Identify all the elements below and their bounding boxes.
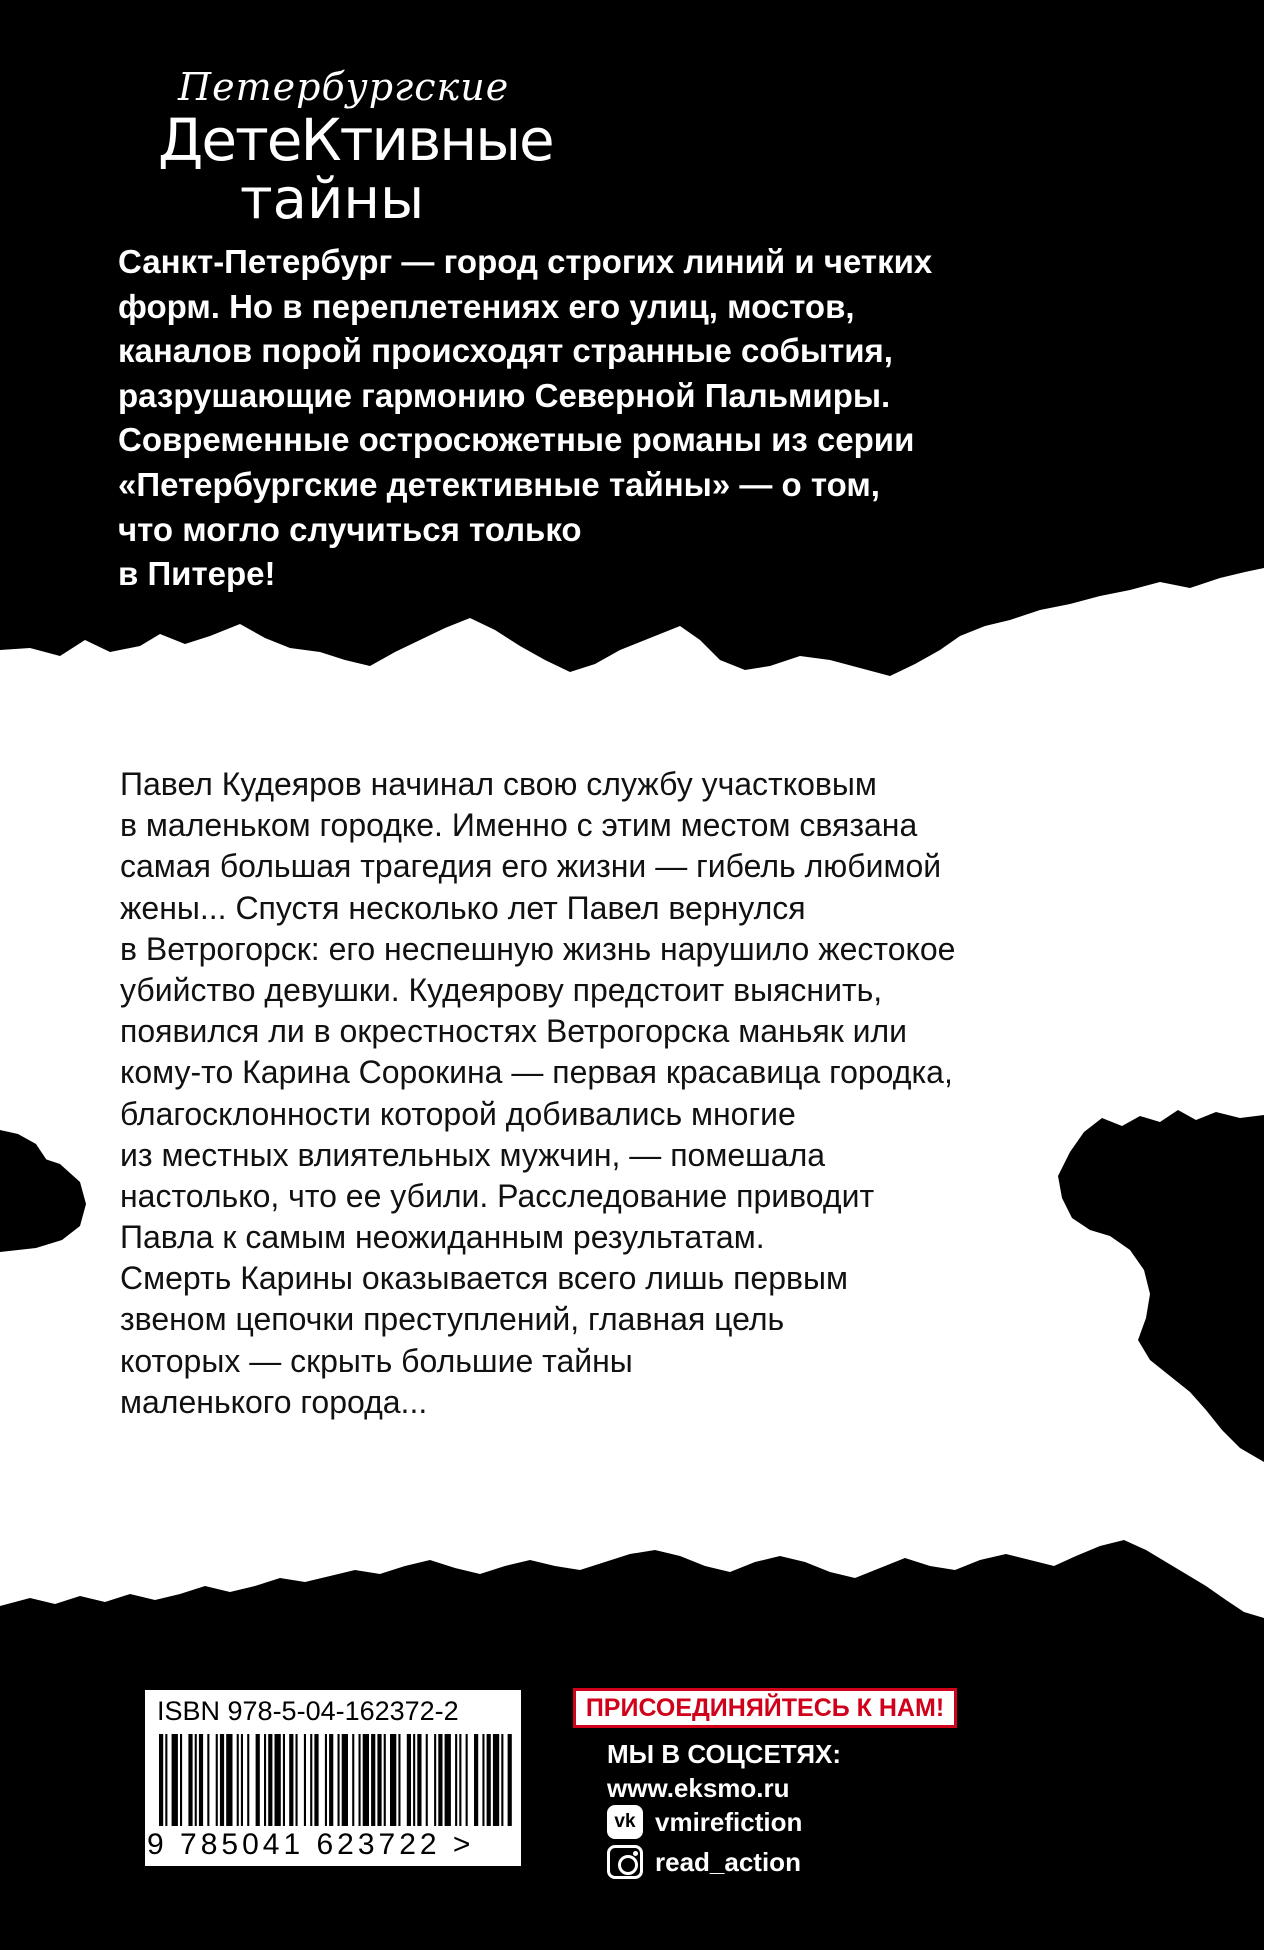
synopsis-line: убийство девушки. Кудеярову предстоит выяснить, [120,971,883,1008]
barcode-bar [371,1734,375,1826]
barcode-bar [487,1734,491,1826]
barcode-bar [220,1734,224,1826]
barcode-bar [188,1734,192,1826]
barcode-bar [508,1734,512,1826]
barcode-bar [390,1734,396,1826]
synopsis-line: в маленьком городке. Именно с этим местом связана [120,807,918,844]
barcode-bar [359,1734,361,1826]
synopsis-line: благосклонности которой добивались многие [120,1095,796,1132]
barcode-bar [474,1734,478,1826]
series-logo-line2: ДетеКтивные [158,106,553,174]
barcode-bar [256,1734,260,1826]
barcode-bar [289,1734,293,1826]
annotation-line: Современные остросюжетные романы из серии [118,421,915,459]
barcode-bar [310,1734,312,1826]
synopsis-line: жены... Спустя несколько лет Павел вернулся [120,889,806,926]
barcode-bar [377,1734,381,1826]
annotation-line: что могло случиться только [118,510,582,548]
annotation-line: Санкт-Петербург — город строгих линий и четких [118,243,933,280]
synopsis-line: маленького города... [120,1383,428,1420]
vk-handle[interactable]: vmirefiction [655,1807,803,1837]
synopsis-line: звеном цепочки преступлений, главная цель [120,1301,785,1338]
synopsis-line: появился ли в окрестностях Ветрогорска маньяк или [120,1013,907,1050]
barcode-bar [195,1734,197,1826]
book-synopsis [120,764,1080,1423]
website-link[interactable]: www.eksmo.ru [607,1773,790,1803]
series-logo-line3: тайны [240,167,425,232]
synopsis-line: Смерть Карины оказывается всего лишь первым [120,1260,848,1297]
isbn-label: ISBN 978-5-04-162372-2 [157,1696,459,1726]
series-annotation [118,240,1078,597]
barcode-bar [165,1734,167,1826]
synopsis-line: из местных влиятельных мужчин, — помешала [120,1136,826,1173]
barcode-bar [172,1734,178,1826]
vk-icon[interactable] [607,1805,643,1839]
barcode-bar [417,1734,421,1826]
synopsis-line: кому-то Карина Сорокина — первая красавица городка, [120,1054,953,1091]
instagram-lens [618,1855,638,1875]
annotation-line: каналов порой происходят странные события, [118,332,893,370]
barcode-digits: 9 785041 623722 > [147,1828,475,1861]
barcode-bar [407,1734,411,1826]
join-us-badge: ПРИСОЕДИНЯЙТЕСЬ К НАМ! [573,1688,957,1728]
annotation-line: разрушающие гармонию Северной Пальмиры. [118,376,891,414]
barcode-bar [226,1734,232,1826]
annotation-line: форм. Но в переплетениях его улиц, мостов, [118,287,855,325]
synopsis-line: Павла к самым неожиданным результатам. [120,1219,765,1256]
barcode-bar [413,1734,415,1826]
instagram-icon[interactable] [607,1845,643,1879]
barcode-bar [237,1734,239,1826]
barcode-bar [283,1734,285,1826]
barcode-bar [264,1734,266,1826]
series-logo-line1: Петербургские [178,65,510,109]
instagram-dot [633,1851,638,1856]
annotation-line: в Питере! [118,555,276,593]
barcode-bar [426,1734,428,1826]
barcode-bar [180,1734,182,1826]
barcode-bar [275,1734,281,1826]
barcode-bar [459,1734,461,1826]
barcode-bar [438,1734,442,1826]
synopsis-line: которых — скрыть большие тайны [120,1342,633,1379]
barcode-bar [384,1734,386,1826]
barcode-bar [466,1734,468,1826]
synopsis-line: самая большая трагедия его жизни — гибель любимой [120,848,942,885]
social-heading: МЫ В СОЦСЕТЯХ: [607,1739,842,1769]
barcode-bar [207,1734,209,1826]
barcode-bar [338,1734,340,1826]
barcode-bar [199,1734,203,1826]
barcode-bar [482,1734,484,1826]
instagram-handle[interactable]: read_action [655,1847,801,1877]
barcode-bar [325,1734,327,1826]
synopsis-line: в Ветрогорск: его неспешную жизнь нарушило жестокое [120,930,956,967]
barcode-bars [159,1734,513,1826]
barcode-bar [216,1734,218,1826]
barcode-bar [241,1734,243,1826]
isbn-barcode [143,1688,523,1868]
vk-icon-glyph: vk [614,1811,636,1832]
barcode-bar [493,1734,499,1826]
barcode-bar [501,1734,503,1826]
annotation-line: «Петербургские детективные тайны» — о том, [118,465,880,503]
barcode-bar [304,1734,306,1826]
barcode-bar [455,1734,457,1826]
barcode-bar [159,1734,163,1826]
barcode-bar [314,1734,318,1826]
barcode-bar [329,1734,333,1826]
barcode-bar [247,1734,249,1826]
barcode-bar [268,1734,272,1826]
barcode-bar [445,1734,451,1826]
barcode-bar [398,1734,400,1826]
barcode-bar [434,1734,436,1826]
barcode-bar [296,1734,298,1826]
synopsis-line: Павел Кудеяров начинал свою службу участковым [120,766,877,802]
synopsis-line: настолько, что ее убили. Расследование приводит [120,1177,875,1214]
barcode-bar [352,1734,354,1826]
barcode-bar [342,1734,348,1826]
barcode-bar [363,1734,369,1826]
